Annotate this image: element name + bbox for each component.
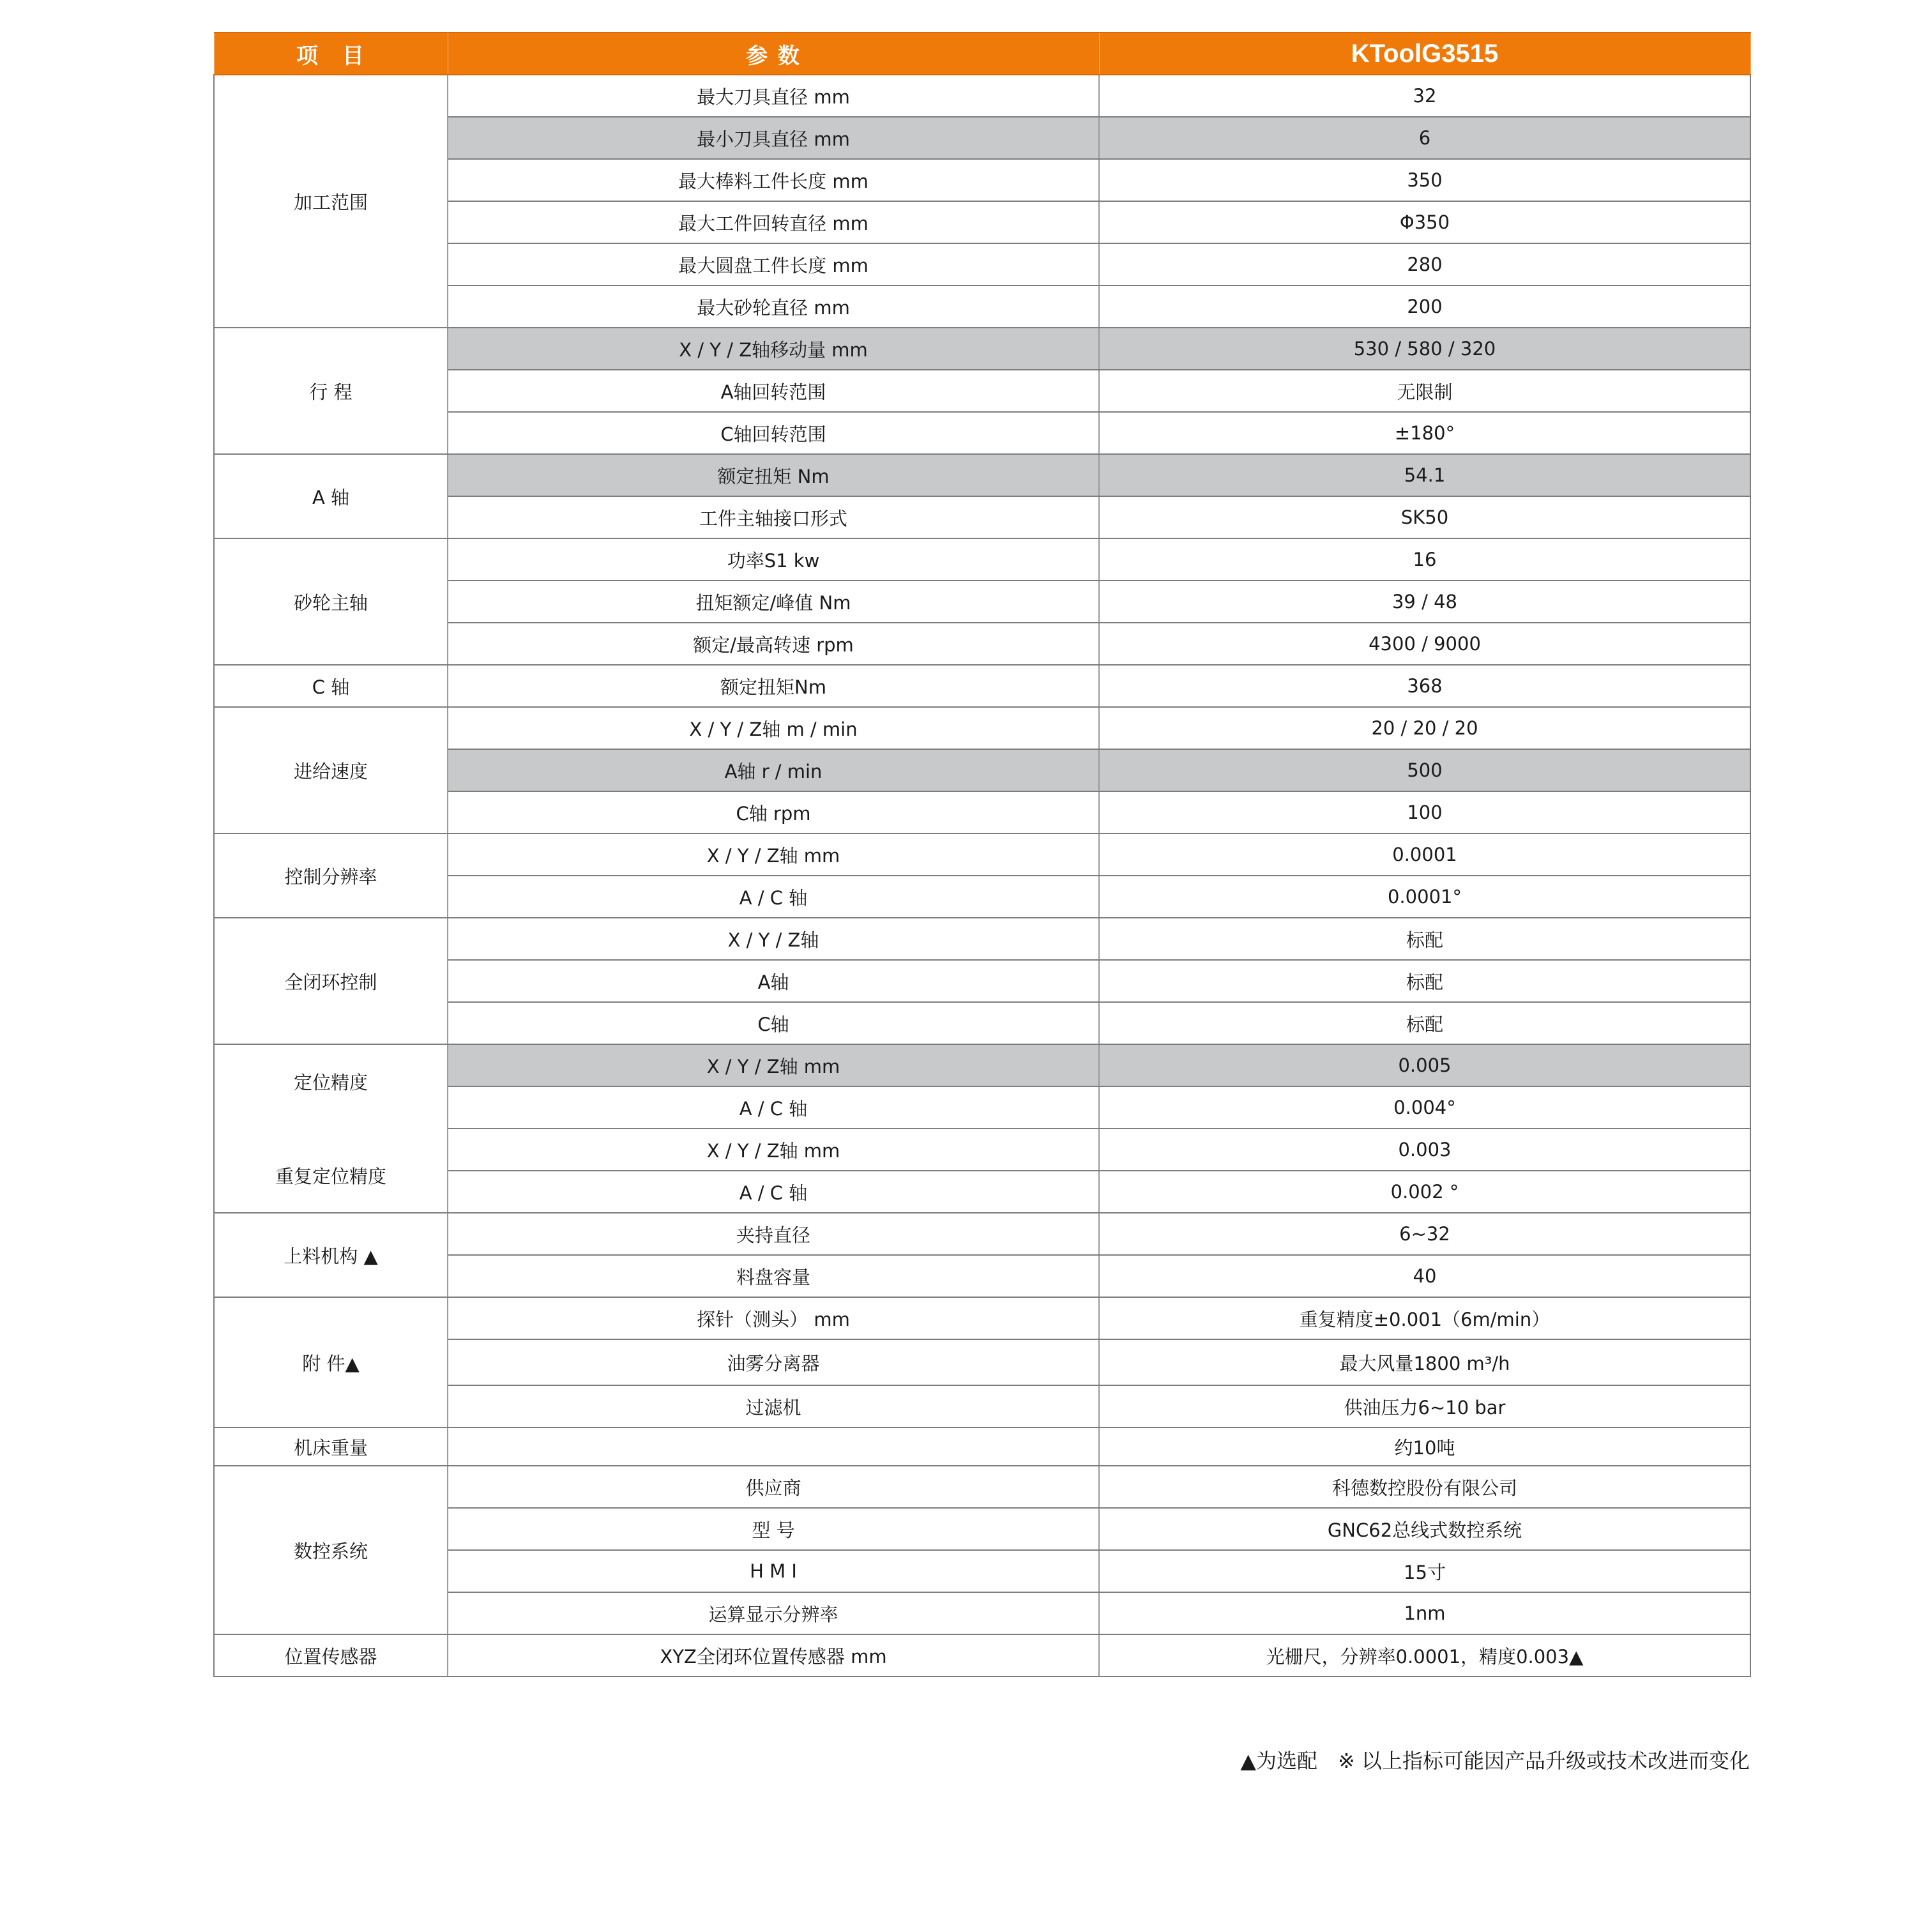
param-cell: 最小刀具直径 mm [448,117,1099,159]
param-cell: 扭矩额定/峰值 Nm [448,581,1099,623]
value-cell: 54.1 [1099,454,1750,496]
param-cell: 功率S1 kw [448,538,1099,581]
value-cell: 200 [1099,285,1750,328]
value-cell: 光栅尺，分辨率0.0001，精度0.003▲ [1099,1634,1750,1677]
param-cell: 夹持直径 [448,1213,1099,1255]
value-cell: 0.003 [1099,1129,1750,1171]
group-label: 全闭环控制 [214,918,448,1044]
footnote: ▲为选配 ※ 以上指标可能因产品升级或技术改进而变化 [1240,1749,1750,1773]
table-row [214,1213,1750,1255]
header-model: KToolG3515 [1099,33,1750,75]
param-cell: 型 号 [448,1508,1099,1550]
table-row [214,665,1750,707]
value-cell: ±180° [1099,412,1750,454]
header-item: 项 目 [214,33,448,75]
table-row [214,1297,1750,1339]
group-label [214,1044,448,1213]
spec-table [213,32,1751,1677]
param-cell: 供应商 [448,1466,1099,1508]
table-row [214,328,1750,370]
value-cell: 6 [1099,117,1750,159]
value-cell: 科德数控股份有限公司 [1099,1466,1750,1508]
param-cell: 最大砂轮直径 mm [448,285,1099,328]
value-cell: 280 [1099,243,1750,285]
group-label-primary: 定位精度 [293,1072,368,1093]
table-row [214,454,1750,496]
value-cell: 无限制 [1099,370,1750,412]
param-cell: 过滤机 [448,1385,1099,1427]
value-cell: 0.002 ° [1099,1171,1750,1213]
header-param: 参 数 [448,33,1099,75]
param-cell: 额定/最高转速 rpm [448,623,1099,665]
value-cell: 15寸 [1099,1550,1750,1592]
param-cell: C轴 rpm [448,791,1099,833]
table-row [214,707,1750,749]
value-cell: 100 [1099,791,1750,833]
spec-body [214,75,1750,1677]
value-cell: 39 / 48 [1099,581,1750,623]
param-cell: 探针（测头） mm [448,1297,1099,1339]
value-cell: 40 [1099,1255,1750,1297]
param-cell: 额定扭矩 Nm [448,454,1099,496]
value-cell: 重复精度±0.001（6m/min） [1099,1297,1750,1339]
param-cell: X / Y / Z轴 mm [448,1129,1099,1171]
value-cell: 约10吨 [1099,1427,1750,1466]
param-cell: A / C 轴 [448,1171,1099,1213]
param-cell: A轴 r / min [448,749,1099,791]
group-label: 控制分辨率 [214,833,448,918]
param-cell: X / Y / Z轴 mm [448,833,1099,876]
param-cell: C轴回转范围 [448,412,1099,454]
value-cell: 6~32 [1099,1213,1750,1255]
param-cell: A / C 轴 [448,1086,1099,1129]
value-cell: 4300 / 9000 [1099,623,1750,665]
value-cell: 标配 [1099,960,1750,1002]
param-cell: A轴 [448,960,1099,1002]
table-row [214,538,1750,581]
value-cell: 0.004° [1099,1086,1750,1129]
value-cell: 32 [1099,75,1750,117]
group-label: 进给速度 [214,707,448,833]
value-cell: 0.0001 [1099,833,1750,876]
value-cell: 16 [1099,538,1750,581]
value-cell: 1nm [1099,1592,1750,1634]
param-cell: 额定扭矩Nm [448,665,1099,707]
value-cell: 0.005 [1099,1044,1750,1086]
param-cell: A轴回转范围 [448,370,1099,412]
value-cell: Φ350 [1099,201,1750,243]
table-row [214,75,1750,117]
group-label: C 轴 [214,665,448,707]
group-label: 位置传感器 [214,1634,448,1677]
value-cell: SK50 [1099,496,1750,538]
value-cell: 530 / 580 / 320 [1099,328,1750,370]
table-row [214,1044,1750,1086]
param-cell: A / C 轴 [448,876,1099,918]
value-cell: 350 [1099,159,1750,201]
table-header-row [214,33,1750,75]
group-label: 数控系统 [214,1466,448,1634]
group-label: 砂轮主轴 [214,538,448,665]
param-cell: 运算显示分辨率 [448,1592,1099,1634]
param-cell: H M I [448,1550,1099,1592]
value-cell: GNC62总线式数控系统 [1099,1508,1750,1550]
param-cell: 最大棒料工件长度 mm [448,159,1099,201]
group-label: 附 件▲ [214,1297,448,1427]
group-label: 上料机构 ▲ [214,1213,448,1297]
param-cell: 油雾分离器 [448,1339,1099,1385]
value-cell: 标配 [1099,918,1750,960]
value-cell: 20 / 20 / 20 [1099,707,1750,749]
param-cell: 最大刀具直径 mm [448,75,1099,117]
value-cell: 供油压力6~10 bar [1099,1385,1750,1427]
param-cell [448,1427,1099,1466]
param-cell: 最大圆盘工件长度 mm [448,243,1099,285]
group-label-secondary: 重复定位精度 [275,1166,386,1187]
table-row [214,1427,1750,1466]
table-row [214,1466,1750,1508]
param-cell: X / Y / Z轴 [448,918,1099,960]
param-cell: 最大工件回转直径 mm [448,201,1099,243]
group-label: A 轴 [214,454,448,538]
param-cell: 料盘容量 [448,1255,1099,1297]
param-cell: XYZ全闭环位置传感器 mm [448,1634,1099,1677]
param-cell: 工件主轴接口形式 [448,496,1099,538]
group-label: 加工范围 [214,75,448,328]
table-row [214,918,1750,960]
table-row [214,1634,1750,1677]
param-cell: X / Y / Z轴 m / min [448,707,1099,749]
table-row [214,833,1750,876]
param-cell: X / Y / Z轴移动量 mm [448,328,1099,370]
value-cell: 最大风量1800 m³/h [1099,1339,1750,1385]
value-cell: 368 [1099,665,1750,707]
value-cell: 0.0001° [1099,876,1750,918]
group-label: 机床重量 [214,1427,448,1466]
group-label: 行 程 [214,328,448,454]
param-cell: X / Y / Z轴 mm [448,1044,1099,1086]
value-cell: 标配 [1099,1002,1750,1044]
value-cell: 500 [1099,749,1750,791]
param-cell: C轴 [448,1002,1099,1044]
